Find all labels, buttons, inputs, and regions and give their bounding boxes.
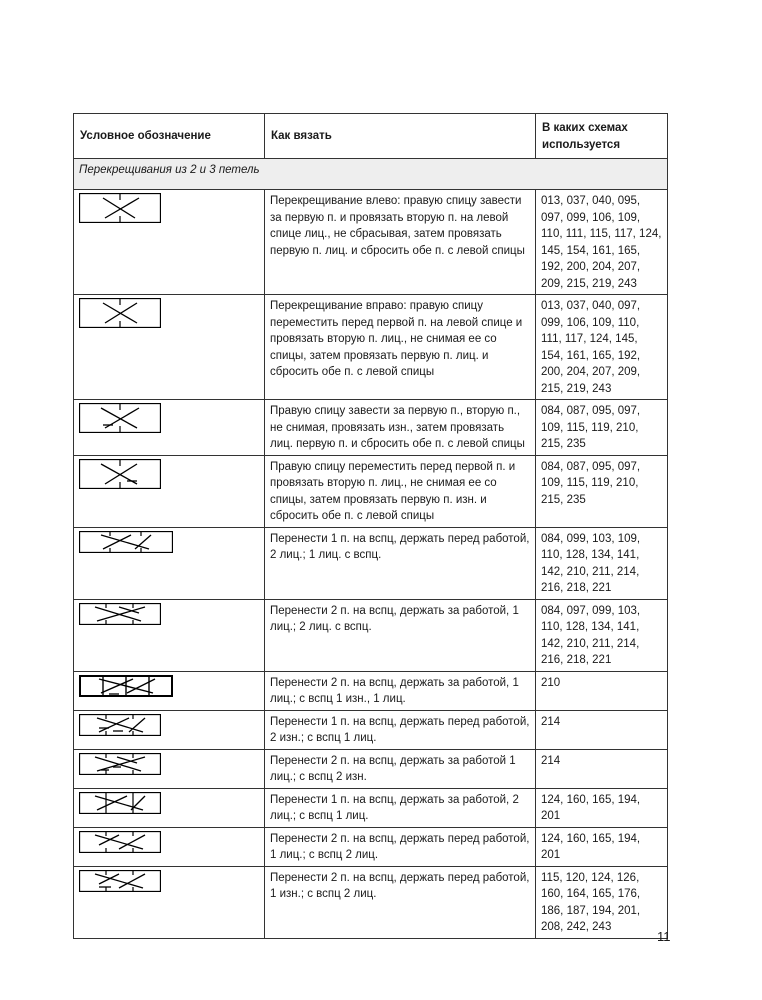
header-schemes: В каких схемах используется [536, 114, 668, 159]
table-row [74, 749, 668, 788]
how-to-knit-text: Правую спицу завести за первую п., вторую п., не снимая, провязать изн., затем провязать лиц. первую п. и сбросить обе п. с левой спицы [265, 400, 536, 456]
table-row [74, 527, 668, 599]
how-to-knit-text: Перекрещивание вправо: правую спицу переместить перед первой п. на левой спице и провязать вторую п. лиц., не снимая ее со спицы, затем провязать первую п. лиц. и сбросить обе п. с левой спицы [265, 295, 536, 400]
schemes-list: 084, 087, 095, 097, 109, 115, 119, 210, 215, 235 [536, 400, 668, 456]
table-header-row [74, 114, 668, 159]
schemes-list: 084, 099, 103, 109, 110, 128, 134, 141, 142, 210, 211, 214, 216, 218, 221 [536, 527, 668, 599]
3-cross-1-back-icon [79, 792, 161, 814]
how-to-knit-text: Перенести 1 п. на вспц, держать перед работой, 2 изн.; с вспц 1 лиц. [265, 710, 536, 749]
how-to-knit-text: Правую спицу переместить перед первой п. и провязать вторую п. лиц., не снимая ее со спицы, затем провязать первую п. изн. и сбросить обе п. с левой спицы [265, 455, 536, 527]
how-to-knit-text: Перенести 2 п. на вспц, держать за работой, 1 лиц.; с вспц 1 изн., 1 лиц. [265, 671, 536, 710]
2-cross-right-purl-icon [79, 459, 161, 489]
how-to-knit-text: Перенести 2 п. на вспц, держать за работой 1 лиц.; с вспц 2 изн. [265, 749, 536, 788]
header-how-to-knit: Как вязать [265, 114, 536, 159]
table-row [74, 190, 668, 295]
4-cross-2-back-icon [79, 675, 173, 697]
how-to-knit-text: Перенести 2 п. на вспц, держать перед работой, 1 изн.; с вспц 2 лиц. [265, 866, 536, 938]
schemes-list: 084, 097, 099, 103, 110, 128, 134, 141, 142, 210, 211, 214, 216, 218, 221 [536, 599, 668, 671]
schemes-list: 210 [536, 671, 668, 710]
table-row [74, 599, 668, 671]
schemes-list: 214 [536, 710, 668, 749]
2-cross-right-icon [79, 298, 161, 328]
2-cross-left-purl-icon [79, 403, 161, 433]
how-to-knit-text: Перенести 2 п. на вспц, держать за работой, 1 лиц.; 2 лиц. с вспц. [265, 599, 536, 671]
3-cross-2-back-icon [79, 603, 161, 625]
table-row [74, 400, 668, 456]
3-cross-1-front-purl-icon [79, 714, 161, 736]
3-cross-2-front-purl-icon [79, 870, 161, 892]
3-cross-1-front-icon [79, 531, 173, 553]
how-to-knit-text: Перенести 1 п. на вспц, держать за работой, 2 лиц.; с вспц 1 лиц. [265, 788, 536, 827]
table-row [74, 710, 668, 749]
schemes-list: 124, 160, 165, 194, 201 [536, 827, 668, 866]
schemes-list: 214 [536, 749, 668, 788]
page-number: 11 [657, 929, 671, 944]
table-row [74, 455, 668, 527]
table-row [74, 866, 668, 938]
table-row [74, 788, 668, 827]
table-row [74, 827, 668, 866]
how-to-knit-text: Перекрещивание влево: правую спицу завести за первую п. и провязать вторую п. на левой спице лиц., не сбрасывая, затем провязать первую п. лиц. и сбросить обе п. с левой спицы [265, 190, 536, 295]
how-to-knit-text: Перенести 1 п. на вспц, держать перед работой, 2 лиц.; 1 лиц. с вспц. [265, 527, 536, 599]
3-cross-2-back-purl-icon [79, 753, 161, 775]
table-row [74, 671, 668, 710]
3-cross-2-front-icon [79, 831, 161, 853]
section-row [74, 159, 668, 190]
header-symbol: Условное обозначение [74, 114, 265, 159]
schemes-list: 084, 087, 095, 097, 109, 115, 119, 210, 215, 235 [536, 455, 668, 527]
schemes-list: 115, 120, 124, 126, 160, 164, 165, 176, 186, 187, 194, 201, 208, 242, 243 [536, 866, 668, 938]
section-title: Перекрещивания из 2 и 3 петель [74, 159, 668, 190]
how-to-knit-text: Перенести 2 п. на вспц, держать перед работой, 1 лиц.; с вспц 2 лиц. [265, 827, 536, 866]
2-cross-left-icon [79, 193, 161, 223]
schemes-list: 013, 037, 040, 097, 099, 106, 109, 110, 111, 117, 124, 145, 154, 161, 165, 192, 200, 204, 207, 209, 215, 219, 243 [536, 295, 668, 400]
symbol-legend-table [73, 113, 668, 939]
table-row [74, 295, 668, 400]
schemes-list: 124, 160, 165, 194, 201 [536, 788, 668, 827]
schemes-list: 013, 037, 040, 095, 097, 099, 106, 109, 110, 111, 115, 117, 124, 145, 154, 161, 165, 192, 200, 204, 207, 209, 215, 219, 243 [536, 190, 668, 295]
